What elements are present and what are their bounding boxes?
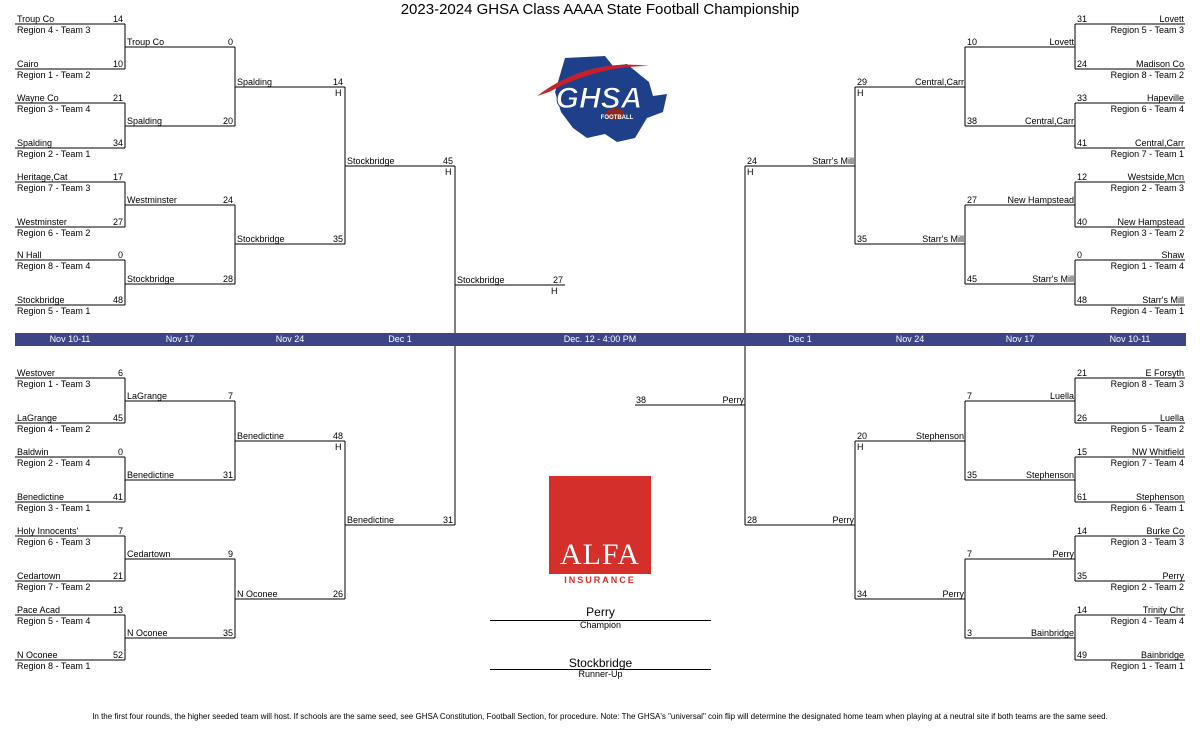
r2-left-score: 31 bbox=[222, 470, 233, 480]
champion-label: Champion bbox=[579, 620, 622, 630]
r4-right-score: 24 bbox=[747, 156, 758, 166]
r1-right-score: 35 bbox=[1077, 571, 1088, 581]
r3-left-score: 14 bbox=[332, 77, 343, 87]
r1-right-score: 14 bbox=[1077, 526, 1088, 536]
r1-left-region: Region 1 - Team 2 bbox=[17, 70, 91, 80]
ghsa-logo bbox=[527, 52, 672, 144]
r4-left-team: Benedictine bbox=[347, 515, 395, 525]
r1-right-score: 26 bbox=[1077, 413, 1088, 423]
r1-right-team: Madison Co bbox=[1135, 59, 1184, 69]
final-left-team: Stockbridge bbox=[457, 275, 505, 285]
page-title: 2023-2024 GHSA Class AAAA State Football Championship bbox=[400, 1, 800, 18]
r1-left-team: Stockbridge bbox=[17, 295, 65, 305]
r1-left-score: 21 bbox=[112, 571, 123, 581]
r1-right-team: Perry bbox=[1162, 571, 1184, 581]
r1-left-team: N Hall bbox=[17, 250, 42, 260]
runner-up-name: Stockbridge bbox=[568, 656, 633, 670]
r1-right-region: Region 3 - Team 2 bbox=[1110, 228, 1184, 238]
r3-right-team: Perry bbox=[942, 589, 964, 599]
r1-left-score: 41 bbox=[112, 492, 123, 502]
r1-left-score: 6 bbox=[117, 368, 123, 378]
r1-left-team: Benedictine bbox=[17, 492, 65, 502]
r2-left-team: Spalding bbox=[127, 116, 163, 126]
r1-left-region: Region 4 - Team 3 bbox=[17, 25, 91, 35]
r1-right-score: 41 bbox=[1077, 138, 1088, 148]
r3-right-team: Starr's Mill bbox=[922, 234, 964, 244]
r2-right-score: 35 bbox=[967, 470, 978, 480]
r1-right-team: Westside,Mcn bbox=[1127, 172, 1184, 182]
r2-left-team: Stockbridge bbox=[127, 274, 175, 284]
ghsa-logo-text: GHSA bbox=[555, 82, 643, 115]
r2-right-score: 3 bbox=[967, 628, 973, 638]
r4-left-score: 31 bbox=[442, 515, 453, 525]
r3-left-score: 35 bbox=[332, 234, 343, 244]
r4-right-team: Starr's Mill bbox=[812, 156, 854, 166]
r1-left-score: 27 bbox=[112, 217, 123, 227]
r3-left-team: N Oconee bbox=[237, 589, 278, 599]
round-date: Nov 10-11 bbox=[1109, 334, 1151, 344]
r3-left-score: 26 bbox=[332, 589, 343, 599]
r1-right-team: NW Whitfield bbox=[1131, 447, 1184, 457]
r1-left-team: Baldwin bbox=[17, 447, 49, 457]
r4-right-score: 28 bbox=[747, 515, 758, 525]
r2-right-team: Luella bbox=[1049, 391, 1074, 401]
r1-left-score: 45 bbox=[112, 413, 123, 423]
r1-right-score: 12 bbox=[1077, 172, 1088, 182]
r1-left-team: Westminster bbox=[17, 217, 67, 227]
r1-right-region: Region 1 - Team 4 bbox=[1110, 261, 1184, 271]
r1-left-team: Cairo bbox=[17, 59, 39, 69]
r1-left-region: Region 8 - Team 1 bbox=[17, 661, 91, 671]
r1-right-team: E Forsyth bbox=[1145, 368, 1184, 378]
r1-left-region: Region 2 - Team 1 bbox=[17, 149, 91, 159]
r2-right-team: Starr's Mill bbox=[1032, 274, 1074, 284]
r3-right-team: Central,Carr bbox=[914, 77, 964, 87]
r1-right-region: Region 8 - Team 3 bbox=[1110, 379, 1184, 389]
round-date: Nov 10-11 bbox=[49, 334, 91, 344]
r1-left-region: Region 5 - Team 1 bbox=[17, 306, 91, 316]
r3-right-score: 35 bbox=[857, 234, 868, 244]
r2-right-team: Stephenson bbox=[1025, 470, 1074, 480]
r3-right-home: H bbox=[857, 442, 864, 452]
runner-up-label: Runner-Up bbox=[578, 669, 623, 679]
r1-right-team: Starr's Mill bbox=[1142, 295, 1184, 305]
r2-left-score: 9 bbox=[227, 549, 233, 559]
r1-right-region: Region 5 - Team 2 bbox=[1110, 424, 1184, 434]
r1-right-region: Region 7 - Team 4 bbox=[1110, 458, 1184, 468]
r1-right-region: Region 7 - Team 1 bbox=[1110, 149, 1184, 159]
r1-right-team: Bainbridge bbox=[1140, 650, 1184, 660]
r1-right-region: Region 8 - Team 2 bbox=[1110, 70, 1184, 80]
r2-left-score: 7 bbox=[227, 391, 233, 401]
r1-right-score: 14 bbox=[1077, 605, 1088, 615]
r3-left-home: H bbox=[335, 442, 342, 452]
r2-left-score: 35 bbox=[222, 628, 233, 638]
r4-left-score: 45 bbox=[442, 156, 453, 166]
r2-left-team: N Oconee bbox=[127, 628, 168, 638]
r2-right-score: 7 bbox=[967, 549, 973, 559]
r1-left-region: Region 5 - Team 4 bbox=[17, 616, 91, 626]
alfa-logo-band bbox=[549, 574, 651, 586]
r1-right-region: Region 4 - Team 4 bbox=[1110, 616, 1184, 626]
r1-right-score: 49 bbox=[1077, 650, 1088, 660]
r1-right-team: Burke Co bbox=[1146, 526, 1184, 536]
r4-right-home: H bbox=[747, 167, 754, 177]
r1-right-team: New Hampstead bbox=[1117, 217, 1184, 227]
r2-right-score: 45 bbox=[967, 274, 978, 284]
r1-right-team: Trinity Chr bbox=[1142, 605, 1184, 615]
r1-left-score: 17 bbox=[112, 172, 123, 182]
r1-left-score: 21 bbox=[112, 93, 123, 103]
r1-right-score: 21 bbox=[1077, 368, 1088, 378]
r1-left-region: Region 3 - Team 1 bbox=[17, 503, 91, 513]
final-left-home: H bbox=[551, 286, 558, 296]
champion-name: Perry bbox=[586, 605, 615, 619]
r1-right-region: Region 2 - Team 3 bbox=[1110, 183, 1184, 193]
alfa-logo-text: ALFA bbox=[559, 538, 641, 571]
r2-left-score: 24 bbox=[222, 195, 233, 205]
final-left-score: 27 bbox=[552, 275, 563, 285]
r2-right-score: 27 bbox=[967, 195, 978, 205]
r3-right-home: H bbox=[857, 88, 864, 98]
r1-left-score: 14 bbox=[112, 14, 123, 24]
r2-left-score: 0 bbox=[227, 37, 233, 47]
r1-right-score: 61 bbox=[1077, 492, 1088, 502]
r2-left-score: 20 bbox=[222, 116, 233, 126]
r1-left-score: 0 bbox=[117, 447, 123, 457]
r2-left-team: Cedartown bbox=[127, 549, 171, 559]
r1-left-team: Heritage,Cat bbox=[17, 172, 68, 182]
r2-left-team: Westminster bbox=[127, 195, 177, 205]
r1-left-team: Spalding bbox=[17, 138, 53, 148]
r2-left-team: Benedictine bbox=[127, 470, 175, 480]
r4-left-home: H bbox=[445, 167, 452, 177]
round-date: Nov 17 bbox=[1005, 334, 1035, 344]
r3-left-team: Benedictine bbox=[237, 431, 285, 441]
r1-right-region: Region 6 - Team 4 bbox=[1110, 104, 1184, 114]
r2-left-team: LaGrange bbox=[127, 391, 168, 401]
r1-left-team: Pace Acad bbox=[17, 605, 61, 615]
r1-left-region: Region 1 - Team 3 bbox=[17, 379, 91, 389]
r1-left-team: LaGrange bbox=[17, 413, 58, 423]
r1-right-score: 24 bbox=[1077, 59, 1088, 69]
r2-right-team: New Hampstead bbox=[1007, 195, 1074, 205]
r1-right-score: 48 bbox=[1077, 295, 1088, 305]
r4-right-team: Perry bbox=[832, 515, 854, 525]
r3-right-score: 29 bbox=[857, 77, 868, 87]
r1-right-team: Central,Carr bbox=[1134, 138, 1184, 148]
alfa-logo-subtext: INSURANCE bbox=[564, 575, 636, 585]
r1-left-team: Wayne Co bbox=[17, 93, 59, 103]
r1-left-region: Region 3 - Team 4 bbox=[17, 104, 91, 114]
round-date: Nov 17 bbox=[165, 334, 195, 344]
r1-left-region: Region 6 - Team 3 bbox=[17, 537, 91, 547]
r1-left-team: Cedartown bbox=[17, 571, 61, 581]
r1-left-region: Region 6 - Team 2 bbox=[17, 228, 91, 238]
r3-right-score: 20 bbox=[857, 431, 868, 441]
r1-left-team: Westover bbox=[17, 368, 55, 378]
r1-right-region: Region 1 - Team 1 bbox=[1110, 661, 1184, 671]
r1-left-score: 10 bbox=[112, 59, 123, 69]
r1-right-region: Region 4 - Team 1 bbox=[1110, 306, 1184, 316]
r1-left-region: Region 7 - Team 3 bbox=[17, 183, 91, 193]
r1-right-score: 31 bbox=[1077, 14, 1088, 24]
alfa-logo bbox=[549, 476, 651, 586]
round-date: Dec. 12 - 4:00 PM bbox=[563, 334, 637, 344]
r1-left-score: 52 bbox=[112, 650, 123, 660]
r1-left-region: Region 7 - Team 2 bbox=[17, 582, 91, 592]
r1-right-team: Lovett bbox=[1159, 14, 1184, 24]
r1-left-score: 13 bbox=[112, 605, 123, 615]
r1-left-team: Holy Innocents' bbox=[17, 526, 79, 536]
r2-right-score: 38 bbox=[967, 116, 978, 126]
r1-right-score: 33 bbox=[1077, 93, 1088, 103]
final-right-score: 38 bbox=[636, 395, 647, 405]
round-date: Dec 1 bbox=[388, 334, 412, 344]
r2-right-score: 7 bbox=[967, 391, 973, 401]
r1-right-team: Luella bbox=[1159, 413, 1184, 423]
r3-left-home: H bbox=[335, 88, 342, 98]
r1-right-score: 15 bbox=[1077, 447, 1088, 457]
r2-right-team: Bainbridge bbox=[1030, 628, 1074, 638]
r2-left-score: 28 bbox=[222, 274, 233, 284]
r3-left-team: Stockbridge bbox=[237, 234, 285, 244]
r1-left-region: Region 2 - Team 4 bbox=[17, 458, 91, 468]
r3-left-team: Spalding bbox=[237, 77, 273, 87]
round-date: Dec 1 bbox=[788, 334, 812, 344]
r2-right-score: 10 bbox=[967, 37, 978, 47]
r1-left-score: 7 bbox=[117, 526, 123, 536]
r1-left-team: N Oconee bbox=[17, 650, 58, 660]
r1-left-team: Troup Co bbox=[17, 14, 55, 24]
r4-left-team: Stockbridge bbox=[347, 156, 395, 166]
r1-right-region: Region 5 - Team 3 bbox=[1110, 25, 1184, 35]
r1-left-score: 48 bbox=[112, 295, 123, 305]
r2-right-team: Central,Carr bbox=[1024, 116, 1074, 126]
round-date: Nov 24 bbox=[895, 334, 925, 344]
r1-right-region: Region 3 - Team 3 bbox=[1110, 537, 1184, 547]
r3-right-score: 34 bbox=[857, 589, 868, 599]
r1-left-score: 34 bbox=[112, 138, 123, 148]
footnote: In the first four rounds, the higher seeded team will host. If schools are the same seed, see GHSA Constitution, Football Section, for procedure. Note: The GHSA's "universal" coin flip will determine the designated home team when playing at a neutral site if both teams are the same seed. bbox=[92, 712, 1108, 721]
r1-right-team: Stephenson bbox=[1135, 492, 1184, 502]
round-date: Nov 24 bbox=[275, 334, 305, 344]
final-right-team: Perry bbox=[722, 395, 744, 405]
r1-right-score: 0 bbox=[1077, 250, 1083, 260]
r1-right-team: Shaw bbox=[1161, 250, 1184, 260]
ghsa-logo-subtext: FOOTBALL bbox=[600, 115, 634, 121]
r2-right-team: Perry bbox=[1052, 549, 1074, 559]
r3-left-score: 48 bbox=[332, 431, 343, 441]
r3-right-team: Stephenson bbox=[915, 431, 964, 441]
r1-right-team: Hapeville bbox=[1146, 93, 1184, 103]
r1-left-score: 0 bbox=[117, 250, 123, 260]
r1-right-region: Region 6 - Team 1 bbox=[1110, 503, 1184, 513]
r2-left-team: Troup Co bbox=[127, 37, 165, 47]
r2-right-team: Lovett bbox=[1049, 37, 1074, 47]
r1-right-region: Region 2 - Team 2 bbox=[1110, 582, 1184, 592]
r1-left-region: Region 4 - Team 2 bbox=[17, 424, 91, 434]
r1-right-score: 40 bbox=[1077, 217, 1088, 227]
r1-left-region: Region 8 - Team 4 bbox=[17, 261, 91, 271]
